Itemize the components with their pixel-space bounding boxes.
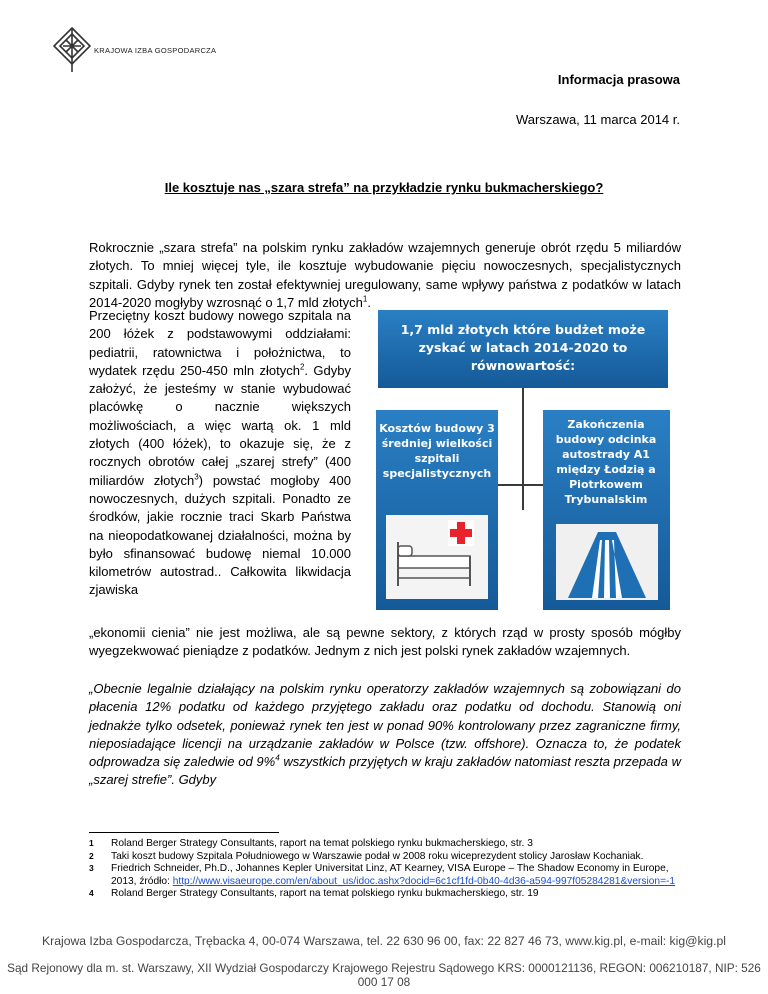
footnote-1 [89, 838, 689, 851]
p2-part1: Przeciętny koszt budowy nowego szpitala na 200 łóżek z podstawowymi oddziałami: pediatrii, ratownictwa i położnictwa, to wydatek rzędu 250-450 mln złotych [89, 308, 351, 378]
footnote-ref-4: 4 [275, 753, 280, 763]
footnote-ref-3: 3 [194, 472, 199, 482]
footnote-separator [89, 832, 279, 833]
footnote-text: Friedrich Schneider, Ph.D., Johannes Kepler Universitat Linz, AT Kearney, VISA Europe – The Shadow Economy in Europe, 2013, źródło: [111, 863, 669, 887]
intro-paragraph [89, 239, 681, 312]
footnote-number: 2 [89, 850, 94, 861]
kig-logo [52, 26, 222, 74]
budget-infographic [368, 310, 678, 615]
footnote-4 [89, 888, 689, 901]
top-box-line-3: równowartość: [470, 358, 576, 373]
quote-paragraph [89, 680, 681, 790]
kig-emblem-icon [52, 26, 92, 74]
right-box-line-4: między Łodzią a [556, 463, 656, 476]
footnote-number: 1 [89, 838, 94, 848]
left-box-line-3: szpitali [414, 452, 460, 465]
footnote-ref-2: 2 [299, 362, 305, 372]
footnote-text: Taki koszt budowy Szpitala Południowego w Warszawie podał w 2008 roku wiceprezydent stolicy Jarosław Kochaniak. [111, 850, 644, 862]
connector-lines [498, 388, 543, 510]
quote-part2: wszystkich przyjętych w kraju zakładów natomiast reszta przepada w „szarej strefie”. Gdyby [89, 754, 681, 788]
right-box-line-2: budowy odcinka [555, 433, 657, 446]
footnote-text: Roland Berger Strategy Consultants, raport na temat polskiego rynku bukmacherskiego, str. 19 [111, 888, 539, 900]
footnotes [89, 838, 689, 901]
hospital-cost-paragraph [89, 307, 351, 600]
p2-part2: . Gdyby założyć, że jesteśmy w stanie wybudować placówkę o nacznie większych możliwościach, a więc wartą ok. 1 mld złotych (400 łóżek), to okazuje się, że z rocznych obrotów całej „szarej strefy” (400 miliardów złotych [89, 362, 351, 488]
logo-org-name: KRAJOWA IZBA GOSPODARCZA [94, 46, 217, 55]
motorway-sign-icon [556, 524, 658, 600]
right-box-line-1: Zakończenia [567, 418, 645, 431]
hospital-cost-paragraph-tail: „ekonomii cienia” nie jest możliwa, ale są pewne sektory, z których rząd w prosty sposób mógłby wyegzekwować pieniądze z podatków. Jednym z nich jest polski rynek zakładów wzajemnych. [89, 625, 681, 659]
footnote-3 [89, 863, 689, 888]
intro-end: . [367, 294, 371, 310]
top-box-line-1: 1,7 mld złotych które budżet może [400, 322, 646, 337]
right-box-line-5: Piotrkowem [569, 478, 643, 491]
footnote-number: 3 [89, 863, 94, 874]
footer-contact: Krajowa Izba Gospodarcza, Trębacka 4, 00-074 Warszawa, tel. 22 630 96 00, fax: 22 827 46 73, www.kig.pl, e-mail: kig@kig.pl [42, 934, 726, 948]
red-cross-icon [448, 520, 474, 546]
page-title: Ile kosztuje nas „szara strefa” na przykładzie rynku bukmacherskiego? [164, 180, 604, 195]
place-date: Warszawa, 11 marca 2014 r. [515, 112, 680, 127]
footnote-ref-1: 1 [362, 294, 368, 304]
footnote-2 [89, 851, 689, 864]
right-box-line-3: autostrady A1 [562, 448, 650, 461]
footer-registry: Sąd Rejonowy dla m. st. Warszawy, XII Wydział Gospodarczy Krajowego Rejestru Sądowego KRS: 0000121136, REGON: 006210187, NIP: 526 000 17 08 [7, 961, 761, 989]
footnote-text: Roland Berger Strategy Consultants, raport na temat polskiego rynku bukmacherskiego, str. 3 [111, 838, 533, 849]
footnote-source-link[interactable]: http://www.visaeurope.com/en/about_us/idoc.ashx?docid=6c1cf1fd-0b40-4d36-a594-997f05284281&version=-1 [172, 875, 676, 887]
left-box-line-1: Kosztów budowy 3 [379, 422, 495, 435]
right-box-line-6: Trybunalskim [564, 493, 648, 506]
intro-text: Rokrocznie „szara strefa” na polskim rynku zakładów wzajemnych generuje obrót rzędu 5 miliardów złotych. To mniej więcej tyle, ile kosztuje wybudowanie pięciu nowoczesnych, specjalistycznych szpitali. Gdyby rynek ten został efektywniej uregulowany, same wpływy państwa z podatków w latach 2014-2020 mogłyby wzrosnąć o 1,7 mld złotych [89, 240, 681, 310]
quote-part1: „Obecnie legalnie działający na polskim rynku operatorzy zakładów wzajemnych są zobowiązani do płacenia 12% podatku od każdego przyjętego zakładu oraz podatku od dochodu. Stanowią oni jednakże tylko odsetek, ponieważ rynek ten jest w ponad 90% kontrolowany przez zagraniczne firmy, nieposiadające licencji na urządzanie zakładów w Polsce (tzw. offshore). Oznacza to, że podatek odprowadza się zaledwie od 9% [89, 681, 681, 770]
left-box-line-4: specjalistycznych [382, 467, 492, 480]
doc-type: Informacja prasowa [557, 72, 680, 87]
top-box-line-2: zyskać w latach 2014-2020 to [418, 340, 628, 355]
left-box-line-2: średniej wielkości [381, 437, 493, 450]
footnote-number: 4 [89, 888, 94, 899]
p2-part3: ) powstać mogłoby 400 nowoczesnych, dużych szpitali. Ponadto ze środków, jakie rocznie traci Skarb Państwa na nieopodatkowanej działalności, można by było sfinansować budowę niemal 10.000 kilometrów autostrad.. Całkowita likwidacja zjawiska [89, 472, 351, 598]
